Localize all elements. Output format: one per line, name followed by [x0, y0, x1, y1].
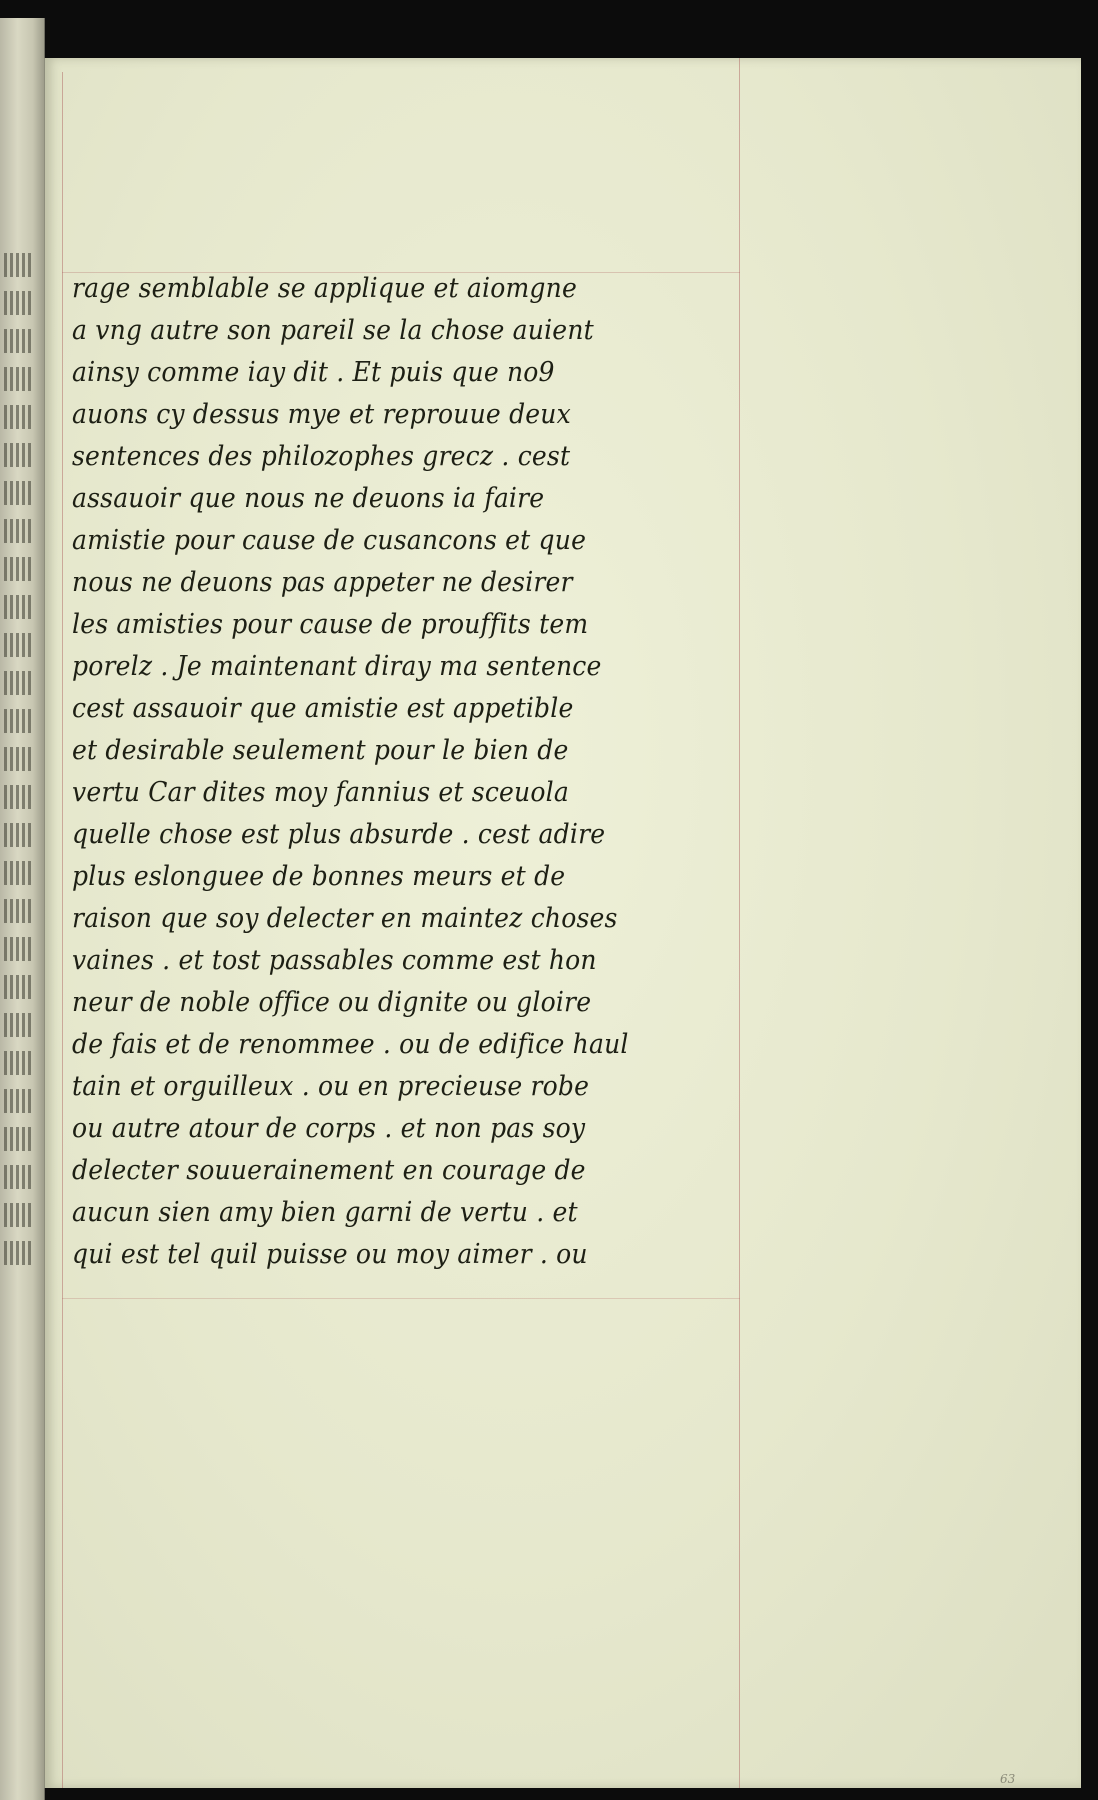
- manuscript-line: rage semblable se applique et aiomgne: [72, 273, 577, 304]
- manuscript-line: aucun sien amy bien garni de vertu . et: [72, 1197, 578, 1228]
- manuscript-line: quelle chose est plus absurde . cest adire: [72, 819, 606, 850]
- manuscript-line: a vng autre son pareil se la chose auient: [72, 315, 594, 346]
- manuscript-line: porelz . Je maintenant diray ma sentence: [72, 651, 602, 682]
- manuscript-line: les amisties pour cause de prouffits tem: [72, 609, 589, 640]
- manuscript-line: tain et orguilleux . ou en precieuse robe: [72, 1071, 590, 1102]
- adjacent-folio-edge: [0, 18, 45, 1800]
- adjacent-folio-text-fragments: [4, 253, 40, 1323]
- manuscript-line: et desirable seulement pour le bien de: [72, 735, 569, 766]
- manuscript-line: amistie pour cause de cusancons et que: [72, 525, 587, 556]
- manuscript-line: vertu Car dites moy fannius et sceuola: [72, 777, 569, 808]
- manuscript-line: raison que soy delecter en maintez choses: [72, 903, 618, 934]
- manuscript-line: nous ne deuons pas appeter ne desirer: [72, 567, 573, 598]
- ruling-bottom-line: [62, 1298, 740, 1299]
- manuscript-line: neur de noble office ou dignite ou gloire: [72, 987, 592, 1018]
- manuscript-line: cest assauoir que amistie est appetible: [72, 693, 574, 724]
- ruling-left-margin: [62, 72, 63, 1788]
- manuscript-line: de fais et de renommee . ou de edifice haul: [72, 1029, 629, 1060]
- manuscript-line: vaines . et tost passables comme est hon: [72, 945, 597, 976]
- manuscript-line: qui est tel quil puisse ou moy aimer . ou: [72, 1239, 588, 1270]
- manuscript-line: delecter souuerainement en courage de: [72, 1155, 586, 1186]
- manuscript-line: assauoir que nous ne deuons ia faire: [72, 483, 545, 514]
- manuscript-line: ou autre atour de corps . et non pas soy: [72, 1113, 586, 1144]
- folio-number: 63: [1000, 1772, 1016, 1786]
- manuscript-line: sentences des philozophes grecz . cest: [72, 441, 571, 472]
- manuscript-line: ainsy comme iay dit . Et puis que no9: [72, 357, 555, 388]
- manuscript-line: auons cy dessus mye et reprouue deux: [72, 399, 571, 430]
- manuscript-line: plus eslonguee de bonnes meurs et de: [72, 861, 566, 892]
- manuscript-text-block: [72, 268, 762, 1276]
